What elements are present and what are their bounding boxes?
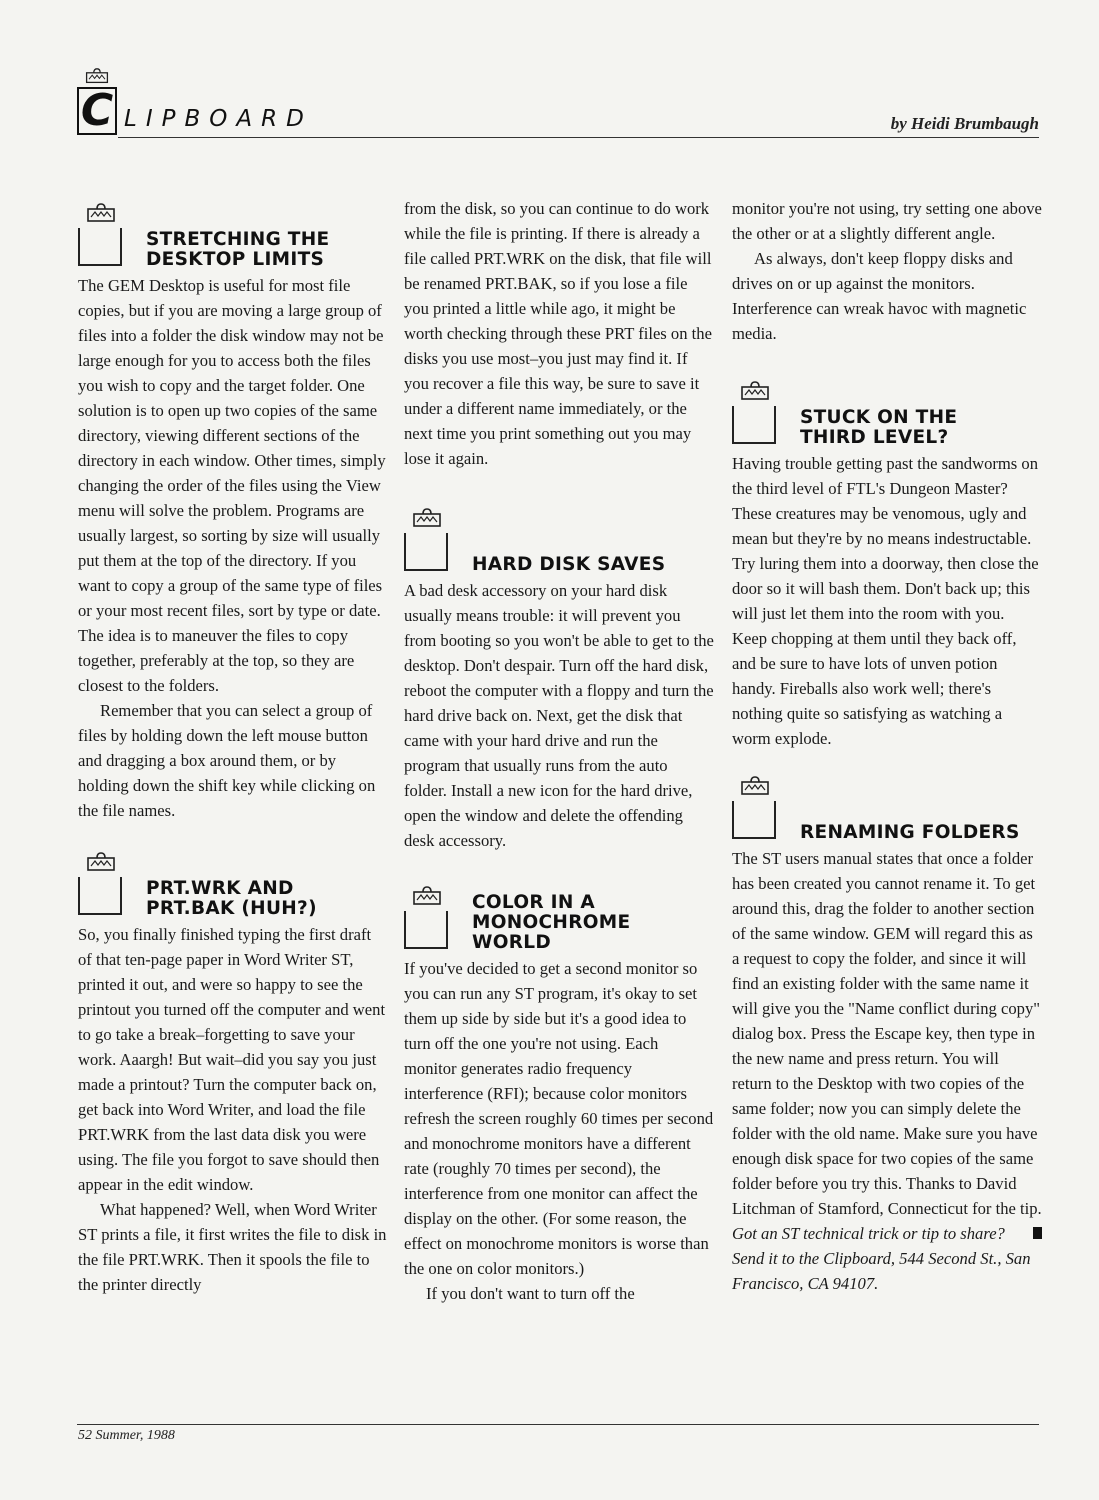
section-head-hard-disk: [404, 529, 714, 575]
page-title: LIPBOARD: [124, 106, 313, 132]
section-heading: MONOCHROME: [472, 912, 631, 933]
section-heading: COLOR IN A: [472, 892, 595, 913]
section-head-third-level: [732, 386, 1042, 448]
clipboard-icon: [732, 801, 776, 839]
paragraph: If you've decided to get a second monitor so you can run any ST program, it's okay to set them up side by side but it's a good idea to turn off the one you're not using. Each monitor generates radio frequency interference (RFI); because color monitors refresh the screen roughly 60 times per second and monochrome monitors have a different rate (roughly 70 times per second), the interference from one monitor can affect the display on the other. (For some reason, the effect on monochrome monitors is worse than the one on color monitors.): [404, 959, 714, 1278]
paragraph: So, you finally finished typing the first draft of that ten-page paper in Word Writer ST, printed it out, and were so happy to see the printout you turned off the computer and went to go take a break–forgetting to save your work. Aaargh! But wait–did you say you just made a printout? Turn the computer back on, get back into Word Writer, and load the file PRT.WRK from the last data disk you were using. The file you forgot to save should then appear in the edit window.: [78, 925, 386, 1194]
column-3: [732, 196, 1042, 1296]
section-heading: STRETCHING THE: [146, 229, 330, 250]
clipboard-icon: [82, 68, 112, 84]
paragraph: Remember that you can select a group of files by holding down the left mouse button and dragging a box around them, or by holding down the shift key while clicking on the file names.: [78, 701, 376, 820]
clipboard-icon: [404, 533, 448, 571]
clipboard-icon: [732, 406, 776, 444]
section-heading: PRT.WRK AND: [146, 878, 294, 899]
paragraph: Having trouble getting past the sandworms on the third level of FTL's Dungeon Master? These creatures may be venomous, ugly and mean but they're by no means indestructable. Try luring them into a doorway, then close the door so it will bash them. Don't back up; this will just let them into the room with you. Keep chopping at them until they back off, and be sure to have lots of unven potion handy. Fireballs also work well; there's nothing quite so satisfying as watching a worm explode.: [732, 454, 1039, 748]
column-1: [78, 196, 388, 1297]
footer-rule: [77, 1424, 1039, 1425]
section-heading: HARD DISK SAVES: [472, 554, 666, 575]
section-heading: RENAMING FOLDERS: [800, 822, 1020, 843]
clipboard-icon: [78, 228, 122, 266]
section-heading: PRT.BAK (HUH?): [146, 898, 317, 919]
end-mark: [1033, 1227, 1042, 1239]
section-heading: STUCK ON THE: [800, 407, 958, 428]
section-head-prt-wrk: [78, 845, 388, 919]
paragraph: If you don't want to turn off the: [426, 1284, 635, 1303]
paragraph: What happened? Well, when Word Writer ST prints a file, it first writes the file to disk in the file PRT.WRK. Then it spools the file to the printer directly: [78, 1200, 387, 1294]
title-initial: C: [77, 87, 117, 135]
paragraph: As always, don't keep floppy disks and drives on or up against the monitors. Interference can wreak havoc with magnetic media.: [732, 249, 1027, 343]
byline: by Heidi Brumbaugh: [890, 114, 1039, 133]
section-head-color-mono: [404, 893, 714, 953]
section-heading: WORLD: [472, 932, 552, 953]
header-rule: [118, 137, 1039, 138]
column-2: [404, 196, 714, 1306]
closing-note: Got an ST technical trick or tip to share? Send it to the Clipboard, 544 Second St., San Francisco, CA 94107.: [732, 1224, 1031, 1293]
section-heading: THIRD LEVEL?: [800, 427, 949, 448]
section-head-desktop-limits: [78, 196, 388, 270]
section-head-renaming: [732, 789, 1042, 843]
clipboard-icon: [78, 877, 122, 915]
paragraph: A bad desk accessory on your hard disk usually means trouble: it will prevent you from booting so you won't be able to get to the desktop. Don't despair. Turn off the hard disk, reboot the computer with a floppy and turn the hard drive back on. Next, get the disk that came with your hard drive and run the program that usually runs from the auto folder. Install a new icon for the hard drive, open the window and delete the offending desk accessory.: [404, 581, 714, 850]
clipboard-icon: [404, 911, 448, 949]
paragraph: The ST users manual states that once a folder has been created you cannot rename it. To get around this, drag the folder to another section of the same window. GEM will regard this as a request to copy the folder, and since it will find an existing folder with the same name it will give you the "Name conflict during copy" dialog box. Press the Escape key, then type in the new name and press return. You will return to the Desktop with two copies of the same folder; now you can simply delete the folder with the old name. Make sure you have enough disk space for two copies of the same folder before you try this. Thanks to David Litchman of Stamford, Connecticut for the tip.: [732, 849, 1042, 1218]
page-folio: 52 Summer, 1988: [78, 1428, 175, 1443]
paragraph: from the disk, so you can continue to do work while the file is printing. If there is already a file called PRT.WRK on the disk, that file will be renamed PRT.BAK, so if you lose a file you printed a little while ago, it might be worth checking through these PRT files on the disks you use most–you just may find it. If you recover a file this way, be sure to save it under a different name immediately, or the next time you print something out you may lose it again.: [404, 199, 712, 468]
paragraph: monitor you're not using, try setting one above the other or at a slightly different angle.: [732, 199, 1042, 243]
section-heading: DESKTOP LIMITS: [146, 249, 325, 270]
paragraph: The GEM Desktop is useful for most file copies, but if you are moving a large group of files into a folder the disk window may not be large enough for you to access both the files you wish to copy and the target folder. One solution is to open up two copies of the same directory, viewing different sections of the directory in each window. Other times, simply changing the order of the files using the View menu will solve the problem. Programs are usually largest, so sorting by size will usually put them at the top of the directory. If you want to copy a group of the same type of files or your most recent files, sort by type or date. The idea is to maneuver the files to copy together, preferably at the top, so they are closest to the folders.: [78, 276, 386, 695]
